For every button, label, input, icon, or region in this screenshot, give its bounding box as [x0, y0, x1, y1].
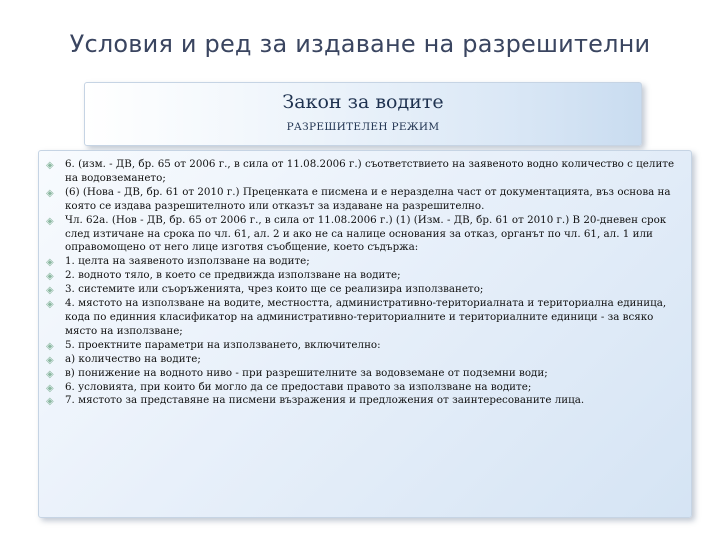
diamond-bullet-icon: ◈ [46, 382, 54, 394]
list-item [39, 255, 681, 269]
list-item-text: в) понижение на водното ниво - при разрешителните за водовземане от подземни води; [65, 366, 548, 379]
list-item-text: 6. (изм. - ДВ, бр. 65 от 2006 г., в сила от 11.08.2006 г.) съответствието на заявеното водно количество с целите на водовземането; [65, 158, 675, 184]
diamond-bullet-icon: ◈ [46, 160, 54, 171]
list-item [39, 394, 681, 408]
diamond-bullet-icon: ◈ [46, 354, 54, 366]
list-item [39, 353, 681, 367]
content-box [38, 150, 692, 518]
diamond-bullet-icon: ◈ [46, 271, 54, 283]
list-item-text: (6) (Нова - ДВ, бр. 61 от 2010 г.) Преценката е писмена и е неразделна част от документацията, въз основа на която се издава разрешителното или отказът за издаване на разрешително. [65, 185, 671, 212]
list-item [39, 214, 681, 256]
list-item-text: Чл. 62а. (Нов - ДВ, бр. 65 от 2006 г., в сила от 11.08.2006 г.) (1) (Изм. - ДВ, бр. 61 от 2010 г.) В 20-дневен срок след изтичане на срока по чл. 61, ал. 2 и ако не са налице основания за отказ, органът по чл. 61, ал. 1 или оправомощено от него лице изготвя съобщение, което съдържа: [65, 213, 667, 254]
list-item-text: 7. мястото за представяне на писмени възражения и предложения от заинтересованите лица. [65, 394, 585, 407]
list-item [39, 269, 681, 283]
list-item [39, 297, 681, 339]
list-item-text: а) количество на водите; [65, 352, 201, 365]
header-box [84, 82, 642, 146]
diamond-bullet-icon: ◈ [46, 187, 54, 199]
list-item-text: 6. условията, при които би могло да се предостави правото за използване на водите; [65, 380, 532, 393]
list-item [39, 367, 681, 381]
diamond-bullet-icon: ◈ [46, 215, 54, 227]
list-item [39, 186, 681, 214]
slide-title: Условия и ред за издаване на разрешителни [69, 30, 651, 58]
diamond-bullet-icon: ◈ [46, 285, 54, 297]
list-item [39, 158, 681, 186]
list-item-text: 4. мястото на използване на водите, местността, административно-териториалната и териториална единица, кода по единния класификатор на административно-териториалните и териториалните единици - за всяко място на използване; [65, 297, 667, 337]
list-item-text: 1. целта на заявеното използване на водите; [65, 255, 310, 268]
header-title: Закон за водите [282, 91, 444, 113]
diamond-bullet-icon: ◈ [46, 368, 54, 380]
bullet-list [39, 151, 691, 408]
diamond-bullet-icon: ◈ [46, 396, 54, 408]
diamond-bullet-icon: ◈ [46, 340, 54, 352]
header-subtitle: РАЗРЕШИТЕЛЕН РЕЖИМ [286, 121, 440, 133]
list-item [39, 381, 681, 395]
list-item-text: 5. проектните параметри на използването, включително: [65, 338, 381, 351]
list-item-text: 2. водното тяло, в което се предвижда използване на водите; [65, 269, 401, 282]
list-item [39, 339, 681, 353]
diamond-bullet-icon: ◈ [46, 299, 54, 311]
list-item [39, 283, 681, 297]
list-item-text: 3. системите или съоръженията, чрез които ще се реализира използването; [65, 283, 484, 296]
diamond-bullet-icon: ◈ [46, 257, 54, 269]
